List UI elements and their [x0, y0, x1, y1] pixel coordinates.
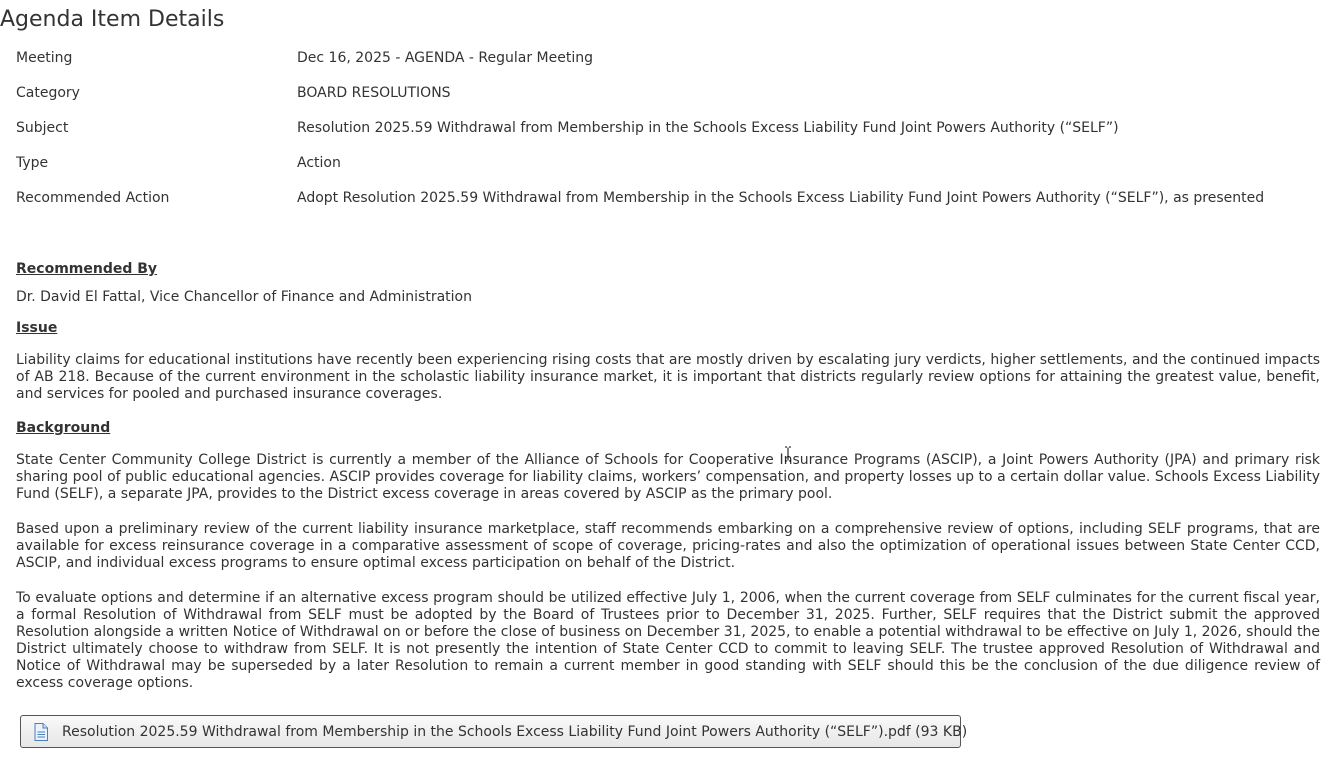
- detail-label: Recommended Action: [16, 190, 170, 206]
- background-paragraph: Based upon a preliminary review of the current liability insurance marketplace, staff recommends embarking on a comprehensive review of options, including SELF programs, that are available for excess reinsurance coverage in a comparative assessment of scope of coverage, pricing-rates and also the optimization of operational issues between State Center CCD, ASCIP, and individual excess programs to ensure optimal excess participation on behalf of the District.: [16, 521, 1320, 571]
- detail-label: Category: [16, 85, 80, 101]
- issue-heading: Issue: [16, 320, 58, 336]
- page-title: Agenda Item Details: [0, 7, 225, 32]
- recommended-by-heading: Recommended By: [16, 261, 158, 277]
- background-heading: Background: [16, 420, 111, 436]
- detail-row-subject: [16, 118, 1316, 153]
- detail-value: BOARD RESOLUTIONS: [297, 85, 451, 101]
- detail-label: Meeting: [16, 50, 73, 66]
- issue-text: Liability claims for educational institutions have recently been experiencing rising costs that are mostly driven by escalating jury verdicts, higher settlements, and the continued impacts of AB 218. Because of the current environment in the scholastic liability insurance market, it is important that districts regularly review options for attaining the greatest value, benefit, and services for pooled and purchased insurance coverages.: [16, 352, 1320, 402]
- attachment-label[interactable]: Resolution 2025.59 Withdrawal from Membership in the Schools Excess Liability Fund Joint Powers Authority (“SELF”).pdf (93 KB): [62, 723, 968, 740]
- attachment-link[interactable]: [20, 715, 968, 748]
- issue-section: [16, 318, 1320, 403]
- background-paragraph: State Center Community College District is currently a member of the Alliance of Schools for Cooperative Insurance Programs (ASCIP), a Joint Powers Authority (JPA) and primary risk sharing pool of public educational agencies. ASCIP provides coverage for liability claims, workers’ compensation, and property losses up to a certain dollar value. Schools Excess Liability Fund (SELF), a separate JPA, provides to the District excess coverage in areas covered by ASCIP as the primary pool.: [16, 452, 1320, 502]
- detail-row-type: [16, 153, 1316, 188]
- detail-label: Subject: [16, 120, 69, 136]
- agenda-details-table: [16, 48, 1316, 223]
- recommended-by-text: Dr. David El Fattal, Vice Chancellor of Finance and Administration: [16, 289, 472, 305]
- background-paragraph: To evaluate options and determine if an alternative excess program should be utilized effective July 1, 2006, when the current coverage from SELF culminates for the current fiscal year, a formal Resolution of Withdrawal from SELF must be adopted by the Board of Trustees prior to December 31, 2025. Further, SELF requires that the District submit the approved Resolution alongside a written Notice of Withdrawal on or before the close of business on December 31, 2025, to enable a potential withdrawal to be effective on July 1, 2026, should the District ultimately choose to withdraw from SELF. It is not presently the intention of State Center CCD to commit to leaving SELF. The trustee approved Resolution of Withdrawal and Notice of Withdrawal may be superseded by a later Resolution to remain a current member in good standing with SELF should this be the conclusion of the due diligence review of excess coverage options.: [16, 590, 1320, 691]
- detail-value: Dec 16, 2025 - AGENDA - Regular Meeting: [297, 50, 593, 66]
- detail-value: Adopt Resolution 2025.59 Withdrawal from Membership in the Schools Excess Liability Fund Joint Powers Authority (“SELF”), as presented: [297, 190, 1265, 206]
- detail-value: Action: [297, 155, 341, 171]
- detail-row-recommended-action: [16, 188, 1316, 223]
- detail-row-category: [16, 83, 1316, 118]
- recommended-by-section: [16, 259, 1320, 306]
- detail-label: Type: [16, 155, 49, 171]
- detail-value: Resolution 2025.59 Withdrawal from Membership in the Schools Excess Liability Fund Joint Powers Authority (“SELF”): [297, 120, 1119, 136]
- pdf-file-icon: [34, 723, 48, 741]
- background-section: [16, 418, 1320, 692]
- detail-row-meeting: [16, 48, 1316, 83]
- text-cursor-icon: [784, 446, 792, 462]
